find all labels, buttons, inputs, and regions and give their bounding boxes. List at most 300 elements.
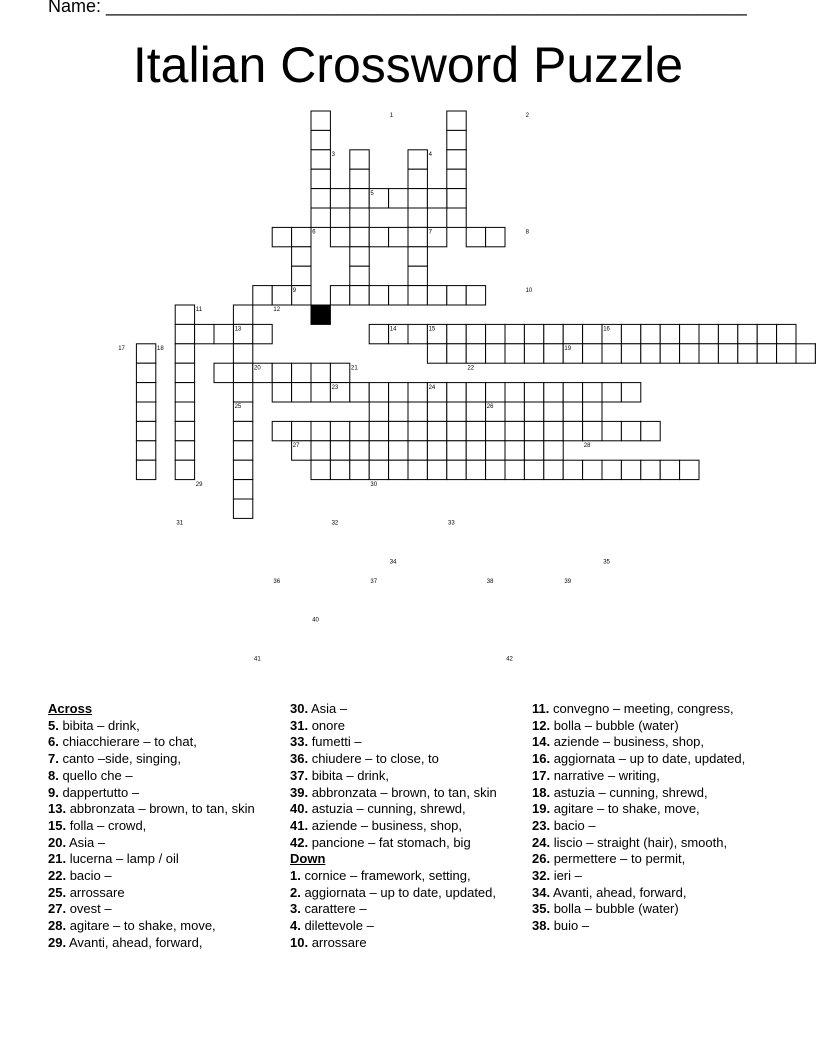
clue-text: arrossare	[308, 934, 367, 950]
clue-text: aggiornata – up to date, updated,	[550, 751, 746, 767]
grid-cell[interactable]	[660, 324, 679, 343]
clue-number: 41.	[290, 817, 309, 833]
grid-cell[interactable]	[447, 208, 466, 227]
grid-cell[interactable]	[389, 189, 408, 208]
grid-cell[interactable]	[602, 460, 621, 479]
grid-cell[interactable]	[544, 402, 563, 421]
grid-cell[interactable]	[524, 441, 543, 460]
grid-cell[interactable]	[136, 383, 155, 402]
grid-cell[interactable]	[544, 324, 563, 343]
grid-cell[interactable]	[136, 421, 155, 440]
grid-cell[interactable]	[369, 441, 388, 460]
grid-cell[interactable]	[253, 286, 272, 305]
grid-cell[interactable]	[466, 460, 485, 479]
grid-cell[interactable]	[369, 383, 388, 402]
clue-number: 34.	[532, 884, 551, 900]
grid-cell[interactable]	[757, 344, 776, 363]
clue-text: bibita – drink,	[58, 717, 140, 733]
grid-cell[interactable]	[427, 441, 446, 460]
grid-cell[interactable]	[330, 460, 349, 479]
clue-number: 20.	[48, 834, 67, 850]
grid-cell[interactable]	[602, 421, 621, 440]
grid-cell[interactable]	[660, 344, 679, 363]
cell-number: 11	[195, 307, 203, 314]
grid-cell[interactable]	[136, 441, 155, 460]
grid-cell[interactable]	[466, 402, 485, 421]
grid-cell[interactable]	[408, 286, 427, 305]
grid-cell[interactable]	[369, 421, 388, 440]
grid-cell[interactable]	[311, 189, 330, 208]
grid-cell[interactable]	[447, 421, 466, 440]
grid-cell[interactable]	[175, 460, 194, 479]
grid-cell[interactable]	[447, 324, 466, 343]
clue-text: Avanti, ahead, forward,	[66, 934, 203, 950]
grid-cell[interactable]	[602, 344, 621, 363]
clue-number: 21.	[48, 851, 67, 867]
cell-number: 3	[331, 152, 335, 158]
grid-cell[interactable]	[408, 227, 427, 246]
grid-cell[interactable]	[544, 344, 563, 363]
grid-cell[interactable]	[427, 460, 446, 479]
grid-cell[interactable]	[350, 189, 369, 208]
grid-cell[interactable]	[408, 208, 427, 227]
clue-text: Asia –	[308, 701, 348, 716]
grid-cell[interactable]	[621, 421, 640, 440]
cell-number: 20	[254, 365, 261, 372]
clue-item	[290, 901, 497, 918]
clue-text: Asia –	[66, 834, 106, 850]
grid-cell[interactable]	[738, 344, 757, 363]
clue-text: canto –side, singing,	[58, 751, 181, 767]
grid-cell[interactable]	[175, 324, 194, 343]
grid-cell[interactable]	[777, 324, 796, 343]
clue-text: ieri –	[550, 868, 582, 884]
clue-item	[290, 718, 497, 735]
cell-number: 2	[525, 113, 529, 120]
grid-cell[interactable]	[292, 421, 311, 440]
grid-cell[interactable]	[389, 441, 408, 460]
grid-cell[interactable]	[408, 189, 427, 208]
clue-item	[290, 935, 497, 952]
grid-cell[interactable]	[757, 324, 776, 343]
grid-cell[interactable]	[311, 383, 330, 402]
grid-cell[interactable]	[175, 402, 194, 421]
grid-cell[interactable]	[486, 421, 505, 440]
grid-cell[interactable]	[350, 441, 369, 460]
clue-number: 32.	[532, 868, 551, 884]
grid-cell[interactable]	[466, 324, 485, 343]
grid-cell[interactable]	[544, 383, 563, 402]
grid-cell[interactable]	[136, 460, 155, 479]
grid-cell[interactable]	[175, 305, 194, 324]
cell-number: 17	[118, 346, 125, 352]
cell-number: 28	[583, 443, 591, 449]
grid-cell[interactable]	[621, 324, 640, 343]
clue-text: chiudere – to close, to	[308, 751, 439, 767]
clue-number: 17.	[532, 767, 551, 783]
grid-cell[interactable]	[641, 421, 660, 440]
grid-cell[interactable]	[292, 266, 311, 285]
cell-number: 4	[428, 152, 432, 158]
clue-item	[532, 718, 745, 735]
grid-cell[interactable]	[292, 227, 311, 246]
grid-cell[interactable]	[311, 150, 330, 169]
grid-cell[interactable]	[214, 363, 233, 382]
clue-number: 14.	[532, 734, 551, 750]
clue-text: agitare – to shake, move,	[550, 801, 700, 817]
grid-cell[interactable]	[466, 421, 485, 440]
grid-cell[interactable]	[408, 324, 427, 343]
clues-heading-across: Across	[48, 701, 93, 716]
grid-cell[interactable]	[408, 460, 427, 479]
cell-number: 13	[234, 326, 242, 333]
grid-cell[interactable]	[389, 383, 408, 402]
grid-cell[interactable]	[408, 169, 427, 188]
grid-cell[interactable]	[330, 421, 349, 440]
grid-cell[interactable]	[233, 499, 252, 518]
grid-cell[interactable]	[272, 227, 291, 246]
grid-cell[interactable]	[486, 324, 505, 343]
grid-cell[interactable]	[350, 266, 369, 285]
clue-text: abbronzata – brown, to tan, skin	[308, 784, 497, 800]
grid-cell[interactable]	[389, 402, 408, 421]
clue-text: lucerna – lamp / oil	[66, 851, 179, 867]
grid-cell[interactable]	[272, 421, 291, 440]
clue-number: 23.	[532, 817, 551, 833]
clue-item	[48, 801, 255, 818]
cell-number: 33	[448, 520, 455, 527]
grid-cell[interactable]	[350, 286, 369, 305]
grid-cell[interactable]	[466, 383, 485, 402]
grid-cell[interactable]	[563, 402, 582, 421]
grid-cell[interactable]	[233, 441, 252, 460]
grid-cell[interactable]	[272, 383, 291, 402]
grid-cell[interactable]	[544, 441, 563, 460]
grid-cell[interactable]	[447, 150, 466, 169]
grid-cell[interactable]	[680, 344, 699, 363]
grid-cell[interactable]	[311, 460, 330, 479]
grid-cell[interactable]	[505, 344, 524, 363]
grid-cell[interactable]	[350, 383, 369, 402]
clue-item	[48, 835, 255, 852]
grid-cell[interactable]	[175, 421, 194, 440]
grid-cell[interactable]	[563, 460, 582, 479]
grid-cell[interactable]	[408, 150, 427, 169]
clues-column-2	[290, 701, 497, 952]
grid-cell[interactable]	[292, 247, 311, 266]
grid-cell[interactable]	[486, 227, 505, 246]
grid-cell[interactable]	[175, 363, 194, 382]
clues-column-3	[532, 701, 745, 935]
clue-item	[290, 785, 497, 802]
grid-cell[interactable]	[175, 344, 194, 363]
grid-cell[interactable]	[621, 460, 640, 479]
grid-cell[interactable]	[621, 383, 640, 402]
grid-cell[interactable]	[583, 460, 602, 479]
cell-number: 15	[428, 326, 436, 333]
grid-cell[interactable]	[408, 247, 427, 266]
clue-number: 15.	[48, 817, 67, 833]
grid-cell[interactable]	[447, 189, 466, 208]
grid-cell[interactable]	[311, 421, 330, 440]
grid-cell[interactable]	[233, 363, 252, 382]
grid-cell[interactable]	[447, 402, 466, 421]
grid-cell[interactable]	[136, 363, 155, 382]
cell-number: 14	[389, 326, 397, 333]
grid-cell[interactable]	[466, 286, 485, 305]
cell-number: 40	[312, 617, 319, 624]
grid-cell[interactable]	[369, 227, 388, 246]
grid-cell[interactable]	[718, 344, 737, 363]
grid-cell[interactable]	[563, 383, 582, 402]
grid-cell[interactable]	[408, 266, 427, 285]
cell-number: 36	[273, 578, 281, 585]
clue-item	[48, 785, 255, 802]
grid-cell[interactable]	[680, 460, 699, 479]
grid-cell[interactable]	[563, 324, 582, 343]
grid-cell[interactable]	[330, 363, 349, 382]
clues-heading-down: Down	[290, 851, 326, 867]
grid-cell[interactable]	[408, 402, 427, 421]
clue-item	[290, 835, 497, 852]
grid-cell[interactable]	[505, 402, 524, 421]
grid-cell[interactable]	[214, 324, 233, 343]
grid-cell[interactable]	[505, 460, 524, 479]
grid-cell[interactable]	[350, 227, 369, 246]
grid-cell[interactable]	[447, 111, 466, 130]
grid-cell[interactable]	[583, 324, 602, 343]
clue-text: aziende – business, shop,	[308, 817, 463, 833]
grid-cell[interactable]	[447, 130, 466, 149]
grid-cell[interactable]	[447, 383, 466, 402]
grid-cell[interactable]	[447, 344, 466, 363]
grid-cell[interactable]	[583, 383, 602, 402]
grid-cell[interactable]	[233, 383, 252, 402]
cell-number: 38	[486, 578, 494, 585]
grid-cell[interactable]	[699, 324, 718, 343]
grid-cell[interactable]	[641, 460, 660, 479]
cell-number: 39	[564, 578, 572, 585]
grid-cell[interactable]	[389, 286, 408, 305]
cell-number: 34	[389, 559, 397, 566]
clue-item	[48, 868, 255, 885]
grid-cell[interactable]	[292, 363, 311, 382]
grid-cell[interactable]	[408, 421, 427, 440]
grid-cell[interactable]	[233, 460, 252, 479]
clue-number: 31.	[290, 717, 309, 733]
grid-cell[interactable]	[738, 324, 757, 343]
grid-cell[interactable]	[427, 189, 446, 208]
grid-cell[interactable]	[330, 286, 349, 305]
clue-item	[48, 734, 255, 751]
grid-cell[interactable]	[447, 441, 466, 460]
cell-number: 18	[157, 346, 164, 352]
name-field[interactable]: Name: ________________________________________________________________	[48, 0, 747, 16]
clue-item	[532, 918, 745, 935]
clue-text: narrative – writing,	[550, 767, 660, 783]
grid-cell[interactable]	[796, 344, 815, 363]
grid-cell[interactable]	[350, 169, 369, 188]
grid-cell[interactable]	[311, 130, 330, 149]
grid-cell[interactable]	[486, 460, 505, 479]
clue-number: 11.	[532, 701, 550, 716]
cell-number: 29	[195, 481, 203, 488]
grid-cell[interactable]	[505, 383, 524, 402]
cell-number: 16	[603, 326, 610, 333]
grid-cell[interactable]	[369, 402, 388, 421]
grid-cell[interactable]	[699, 344, 718, 363]
clue-number: 4.	[290, 918, 301, 934]
clue-item	[290, 751, 497, 768]
grid-cell[interactable]	[408, 441, 427, 460]
clue-item	[532, 801, 745, 818]
grid-cell[interactable]	[311, 363, 330, 382]
grid-cell[interactable]	[427, 421, 446, 440]
grid-cell[interactable]	[427, 344, 446, 363]
grid-cell[interactable]	[175, 441, 194, 460]
grid-cell[interactable]	[175, 383, 194, 402]
grid-cell[interactable]	[311, 441, 330, 460]
clue-text: Avanti, ahead, forward,	[550, 884, 687, 900]
grid-cell[interactable]	[369, 324, 388, 343]
grid-cell[interactable]	[233, 305, 252, 324]
clue-text: bolla – bubble (water)	[550, 901, 679, 917]
clue-number: 6.	[48, 734, 59, 750]
grid-cell[interactable]	[524, 402, 543, 421]
clue-number: 29.	[48, 934, 67, 950]
clue-text: arrossare	[66, 884, 125, 900]
page-title: Italian Crossword Puzzle	[132, 37, 684, 93]
clue-text: bibita – drink,	[308, 767, 390, 783]
grid-cell[interactable]	[136, 344, 155, 363]
grid-cell[interactable]	[136, 402, 155, 421]
clue-text: chiacchierare – to chat,	[58, 734, 197, 750]
grid-cell[interactable]	[505, 421, 524, 440]
cell-number: 31	[176, 520, 184, 527]
grid-cell[interactable]	[524, 460, 543, 479]
clue-number: 42.	[290, 834, 309, 850]
grid-cell[interactable]	[583, 402, 602, 421]
clue-item	[532, 734, 745, 751]
clue-item	[532, 901, 745, 918]
grid-cell[interactable]	[544, 421, 563, 440]
grid-cell[interactable]	[563, 421, 582, 440]
grid-cell[interactable]	[369, 286, 388, 305]
grid-cell[interactable]	[486, 344, 505, 363]
clue-text: astuzia – cunning, shrewd,	[550, 784, 708, 800]
clue-number: 27.	[48, 901, 67, 917]
grid-cell[interactable]	[524, 421, 543, 440]
grid-cell[interactable]	[292, 383, 311, 402]
grid-cell[interactable]	[524, 344, 543, 363]
grid-cell[interactable]	[272, 286, 291, 305]
grid-cell[interactable]	[350, 150, 369, 169]
grid-cell[interactable]	[350, 421, 369, 440]
grid-cell[interactable]	[447, 460, 466, 479]
grid-cell[interactable]	[524, 383, 543, 402]
grid-cell[interactable]	[777, 344, 796, 363]
grid-cell[interactable]	[272, 363, 291, 382]
clue-item	[532, 868, 745, 885]
clue-number: 3.	[290, 901, 301, 917]
grid-cell[interactable]	[602, 383, 621, 402]
grid-cell[interactable]	[583, 421, 602, 440]
grid-cell[interactable]	[350, 460, 369, 479]
grid-cell[interactable]	[621, 344, 640, 363]
clue-item	[290, 868, 497, 885]
clue-item	[290, 701, 497, 718]
clue-text: astuzia – cunning, shrewd,	[308, 801, 466, 817]
grid-cell[interactable]	[233, 421, 252, 440]
clue-text: agitare – to shake, move,	[66, 918, 216, 934]
grid-cell[interactable]	[583, 344, 602, 363]
clue-item	[532, 851, 745, 868]
grid-cell[interactable]	[641, 324, 660, 343]
cell-number: 9	[292, 287, 297, 294]
grid-cell[interactable]	[330, 441, 349, 460]
grid-cell[interactable]	[486, 383, 505, 402]
grid-cell[interactable]	[311, 169, 330, 188]
clue-item	[48, 818, 255, 835]
grid-cell[interactable]	[718, 324, 737, 343]
grid-cell[interactable]	[447, 169, 466, 188]
grid-cell[interactable]	[389, 460, 408, 479]
grid-cell[interactable]	[660, 460, 679, 479]
grid-cell[interactable]	[408, 383, 427, 402]
grid-cell[interactable]	[369, 460, 388, 479]
grid-cell[interactable]	[680, 324, 699, 343]
grid-cell[interactable]	[253, 324, 272, 343]
grid-cell[interactable]	[486, 441, 505, 460]
cell-number: 42	[506, 656, 513, 663]
clue-number: 35.	[532, 901, 551, 917]
clue-item	[290, 885, 497, 902]
grid-cell[interactable]	[389, 421, 408, 440]
grid-cell[interactable]	[350, 247, 369, 266]
grid-cell[interactable]	[447, 286, 466, 305]
grid-cell[interactable]	[524, 324, 543, 343]
cell-number: 10	[525, 287, 533, 294]
grid-cell[interactable]	[427, 286, 446, 305]
grid-cell[interactable]	[311, 208, 330, 227]
clue-text: buio –	[550, 918, 590, 934]
clue-item	[532, 751, 745, 768]
clue-number: 9.	[48, 784, 59, 800]
grid-cell[interactable]	[350, 208, 369, 227]
grid-cell[interactable]	[544, 460, 563, 479]
grid-cell[interactable]	[466, 441, 485, 460]
grid-cell[interactable]	[466, 227, 485, 246]
clue-text: carattere –	[300, 901, 367, 917]
grid-cell[interactable]	[505, 441, 524, 460]
grid-cell[interactable]	[466, 344, 485, 363]
grid-cell[interactable]	[641, 344, 660, 363]
grid-cell[interactable]	[330, 227, 349, 246]
grid-cell[interactable]	[330, 189, 349, 208]
clue-item	[290, 918, 497, 935]
grid-cell[interactable]	[233, 480, 252, 499]
clue-number: 33.	[290, 734, 309, 750]
clue-number: 10.	[290, 934, 309, 950]
grid-cell[interactable]	[195, 324, 214, 343]
clue-number: 28.	[48, 918, 67, 934]
cell-number: 23	[331, 384, 339, 391]
grid-cell[interactable]	[427, 402, 446, 421]
grid-cell[interactable]	[233, 344, 252, 363]
grid-cell[interactable]	[505, 324, 524, 343]
grid-cell[interactable]	[389, 227, 408, 246]
grid-cell[interactable]	[311, 111, 330, 130]
